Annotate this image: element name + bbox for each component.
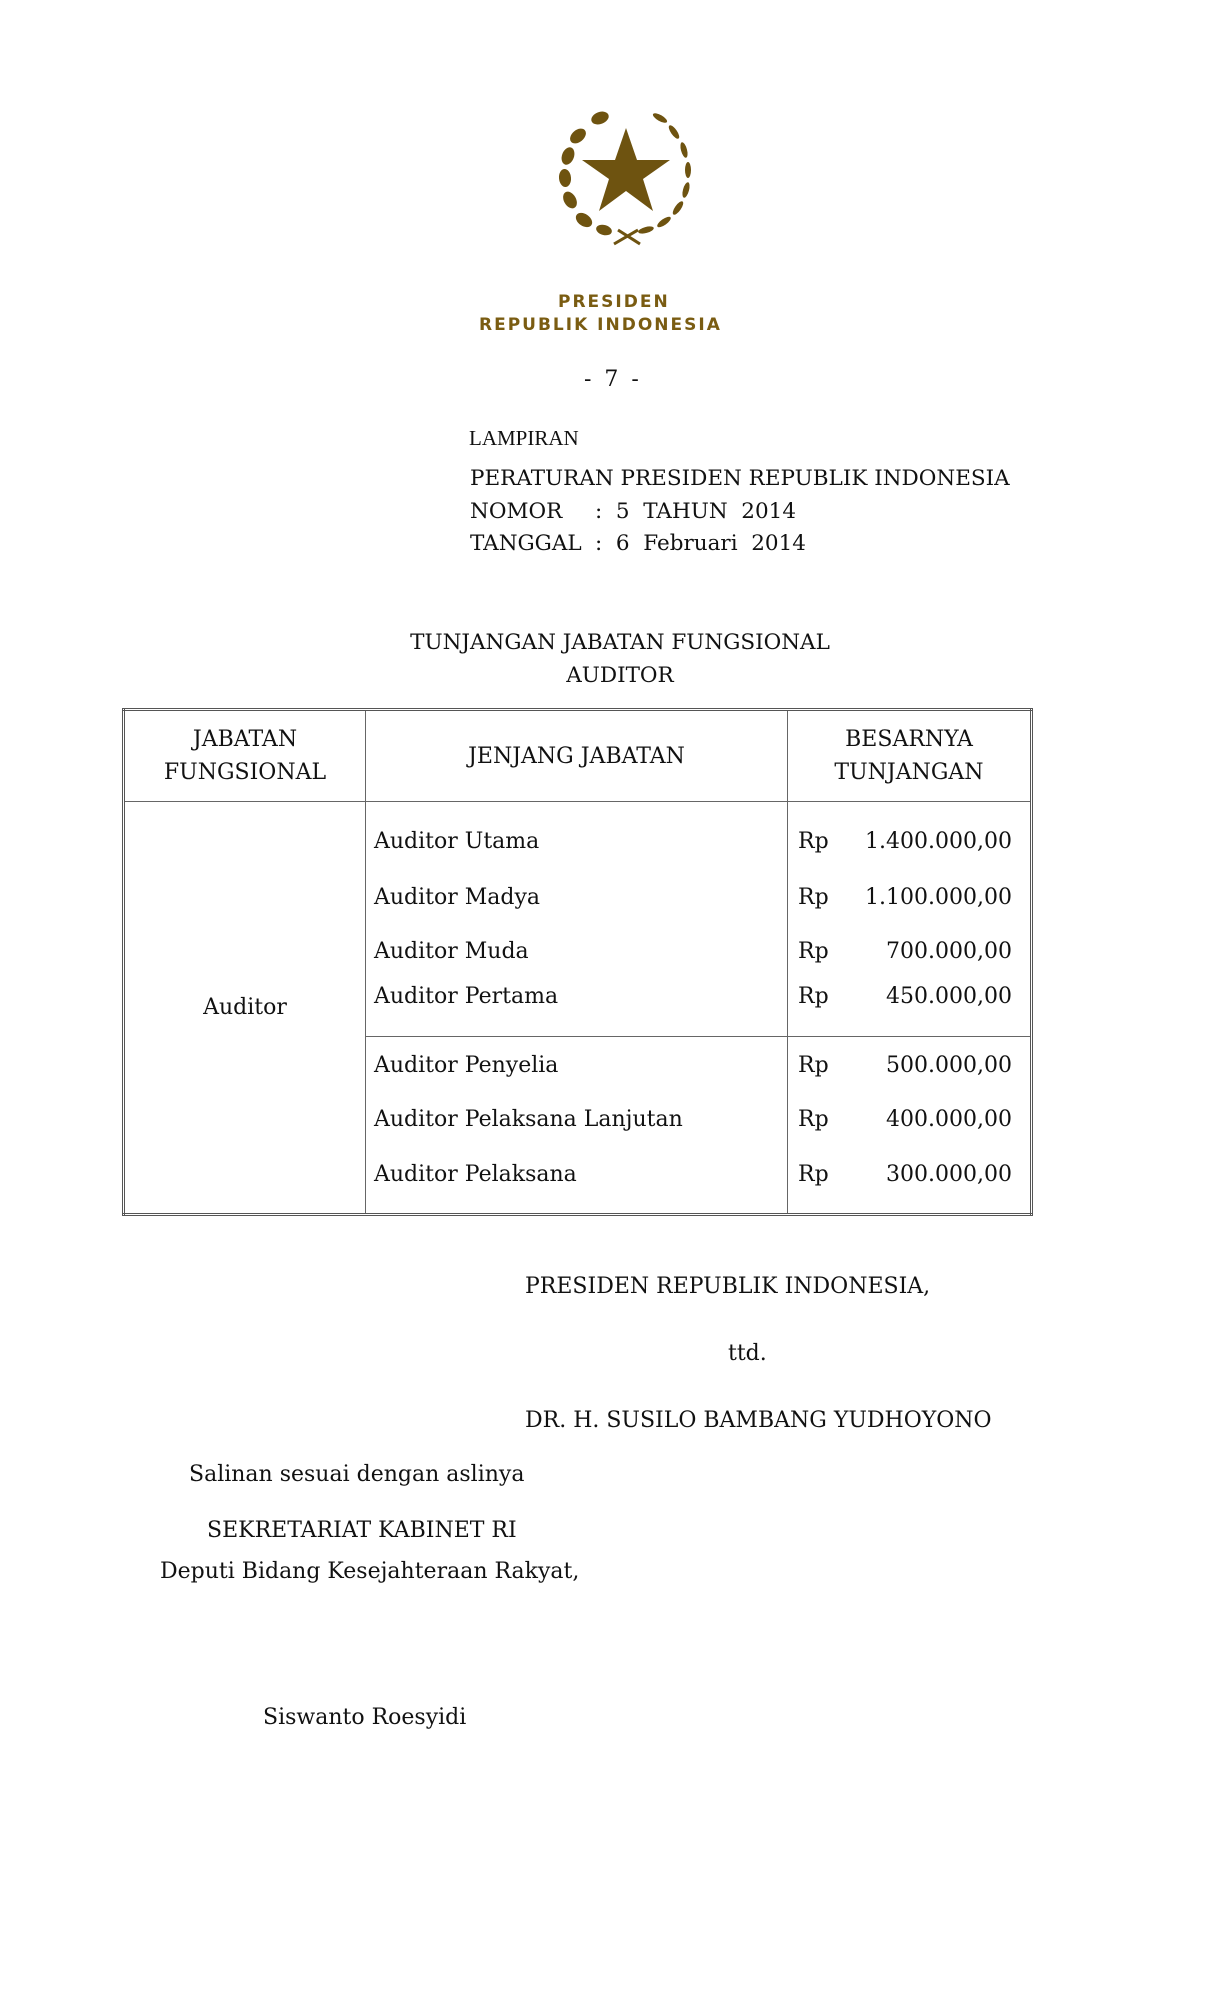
header-jabatan-fungsional	[124, 710, 366, 802]
amount-text: 400.000,00	[886, 1107, 1012, 1132]
header-text: JENJANG JABATAN	[468, 743, 685, 769]
document-title-line-2: AUDITOR	[566, 663, 674, 688]
jenjang-text: Auditor Muda	[374, 939, 529, 964]
signatory-office: PRESIDEN REPUBLIK INDONESIA,	[525, 1274, 931, 1299]
regulation-title: PERATURAN PRESIDEN REPUBLIK INDONESIA	[470, 466, 1010, 491]
lampiran-label: LAMPIRAN	[469, 426, 579, 450]
currency-text: Rp	[798, 829, 829, 854]
jenjang-text: Auditor Madya	[374, 885, 541, 910]
header-jenjang-jabatan	[366, 710, 788, 802]
copy-signatory-name: Siswanto Roesyidi	[263, 1705, 467, 1730]
nomor-label: NOMOR	[470, 499, 563, 524]
amount-text: 700.000,00	[886, 939, 1012, 964]
jenjang-text: Auditor Pelaksana	[374, 1162, 577, 1187]
header-text: JABATAN	[192, 727, 298, 752]
document-title-line-1: TUNJANGAN JABATAN FUNGSIONAL	[410, 630, 830, 655]
jenjang-text: Auditor Utama	[374, 829, 540, 854]
jenjang-text: Auditor Pertama	[374, 984, 559, 1009]
emblem-line-2: REPUBLIK INDONESIA	[479, 315, 722, 335]
amount-text: 500.000,00	[886, 1053, 1012, 1078]
currency-text: Rp	[798, 885, 829, 910]
currency-text: Rp	[798, 1107, 829, 1132]
header-text: TUNJANGAN	[834, 760, 984, 785]
jenjang-text: Auditor Penyelia	[374, 1053, 559, 1078]
copy-position: Deputi Bidang Kesejahteraan Rakyat,	[160, 1559, 580, 1584]
currency-text: Rp	[798, 1162, 829, 1187]
nomor-value: : 5 TAHUN 2014	[595, 499, 797, 524]
header-text: FUNGSIONAL	[163, 760, 327, 785]
group2-amount-cell	[788, 1037, 1032, 1215]
currency-text: Rp	[798, 939, 829, 964]
group1-amount-cell	[788, 802, 1032, 1037]
jabatan-text: Auditor	[203, 995, 287, 1020]
currency-text: Rp	[798, 984, 829, 1009]
amount-text: 1.100.000,00	[865, 885, 1012, 910]
copy-institution: SEKRETARIAT KABINET RI	[207, 1518, 517, 1543]
signatory-name: DR. H. SUSILO BAMBANG YUDHOYONO	[525, 1408, 992, 1433]
copy-note: Salinan sesuai dengan aslinya	[189, 1462, 525, 1487]
tanggal-value: : 6 Februari 2014	[595, 531, 806, 556]
tanggal-label: TANGGAL	[470, 531, 582, 556]
page-number: - 7 -	[584, 367, 639, 392]
header-besarnya-tunjangan	[788, 710, 1032, 802]
amount-text: 300.000,00	[886, 1162, 1012, 1187]
amount-text: 1.400.000,00	[865, 829, 1012, 854]
signed-mark: ttd.	[728, 1341, 767, 1366]
jenjang-text: Auditor Pelaksana Lanjutan	[374, 1107, 683, 1132]
emblem-line-1: PRESIDEN	[558, 292, 670, 312]
group2-jenjang-cell	[366, 1037, 788, 1215]
jabatan-cell	[124, 802, 366, 1215]
header-text: BESARNYA	[845, 727, 973, 752]
amount-text: 450.000,00	[886, 984, 1012, 1009]
allowance-table	[122, 708, 1033, 1216]
presidential-emblem-icon	[548, 96, 704, 252]
group1-jenjang-cell	[366, 802, 788, 1037]
currency-text: Rp	[798, 1053, 829, 1078]
